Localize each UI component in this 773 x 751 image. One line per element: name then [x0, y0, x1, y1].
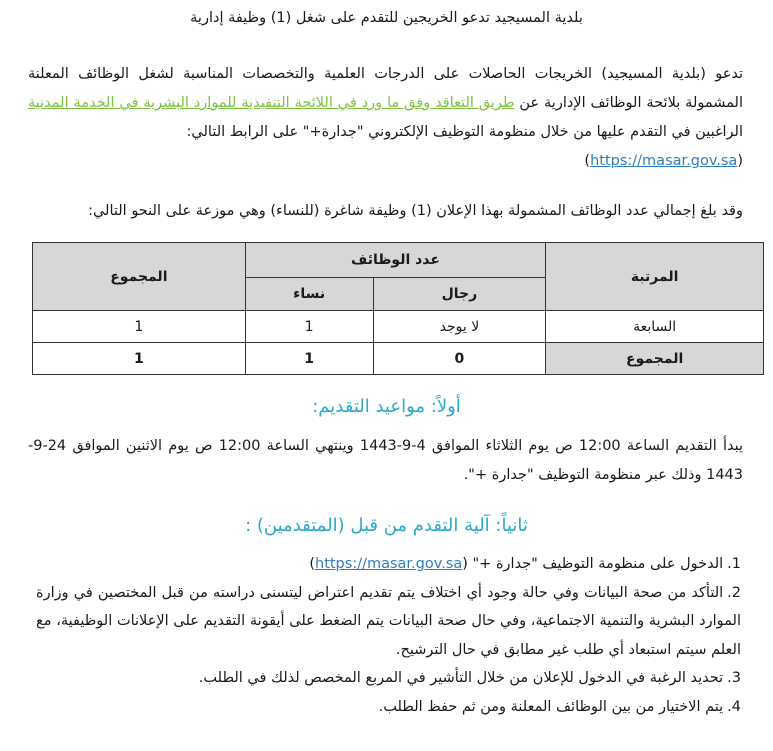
section-heading-mechanism: ثانياً: آلية التقدم من قبل (المتقدمين) :	[245, 515, 528, 536]
page-title: بلدية المسيجيد تدعو الخريجين للتقدم على شغل (1) وظيفة إدارية	[190, 10, 583, 26]
section-heading-dates: أولاً: مواعيد التقديم:	[312, 396, 461, 417]
step-number: 3.	[727, 670, 741, 686]
total-men: 0	[373, 343, 546, 375]
paren-open: (	[737, 153, 743, 169]
list-item	[36, 579, 741, 665]
table-total-row	[33, 343, 764, 375]
list-item	[36, 664, 741, 693]
intro-text-after: الراغبين في التقدم عليها من خلال منظومة التوظيف الإلكتروني "جدارة+" على الرابط التالي:	[186, 124, 743, 140]
table-row	[33, 311, 764, 343]
header-total: المجموع	[33, 243, 246, 311]
masar-link[interactable]: https://masar.gov.sa	[590, 153, 738, 169]
intro-paragraph	[28, 60, 743, 176]
header-rank: المرتبة	[546, 243, 764, 311]
list-item	[36, 693, 741, 722]
step-text: التأكد من صحة البيانات وفي حالة وجود أي اختلاف يتم تقديم اعتراض ليتسنى دراسته من قبل المختصين في وزارة الموارد البشرية والتنمية الاجتماعية، وفي حال صحة البيانات يتم الضغط على أيقونة التقديم على الإعلانات الوظيفية، مع العلم سيتم استبعاد أي طلب غير مطابق في حال الترشيح.	[36, 584, 741, 658]
regulation-link[interactable]: طريق التعاقد وفق ما ورد في اللائحة التنفيذية للموارد البشرية في الخدمة المدنية	[28, 95, 515, 111]
step-tail: )	[309, 556, 315, 572]
cell-rank: السابعة	[546, 311, 764, 343]
step-text: يتم الاختيار من بين الوظائف المعلنة ومن ثم حفظ الطلب.	[378, 698, 724, 715]
total-label: المجموع	[546, 343, 764, 375]
steps-list	[36, 550, 741, 721]
jobs-table	[32, 242, 764, 375]
step-number: 4.	[727, 698, 741, 715]
summary-text: وقد بلغ إجمالي عدد الوظائف المشمولة بهذا الإعلان (1) وظيفة شاغرة (للنساء) وهي موزعة على النحو التالي:	[88, 203, 743, 219]
step-number: 2.	[727, 584, 741, 601]
header-jobs-count: عدد الوظائف	[245, 243, 546, 278]
paren-close: )	[584, 153, 591, 169]
cell-men: لا يوجد	[373, 311, 546, 343]
cell-total: 1	[33, 311, 246, 343]
header-men: رجال	[373, 278, 546, 311]
step-masar-link[interactable]: https://masar.gov.sa	[315, 556, 463, 572]
dates-text: يبدأ التقديم الساعة 12:00 ص يوم الثلاثاء الموافق 4-9-1443 وينتهي الساعة 12:00 ص يوم الاثنين الموافق 24-9-1443 وذلك عبر منظومة التوظيف "جدارة +".	[28, 438, 743, 483]
total-sum: 1	[33, 343, 246, 375]
intro-text: تدعو (بلدية المسيجيد) الخريجات الحاصلات على الدرجات العلمية والتخصصات المناسبة لشغل الوظائف المعلنة المشمولة بلائحة الوظائف الإدارية عن	[28, 66, 743, 111]
step-number: 1.	[727, 556, 741, 572]
header-women: نساء	[245, 278, 373, 311]
list-item	[36, 550, 741, 579]
step-text: تحديد الرغبة في الدخول للإعلان من خلال التأشير في المربع المخصص لذلك في الطلب.	[198, 670, 724, 686]
step-text: الدخول على منظومة التوظيف "جدارة +" (	[462, 556, 724, 572]
cell-women: 1	[245, 311, 373, 343]
total-women: 1	[245, 343, 373, 375]
